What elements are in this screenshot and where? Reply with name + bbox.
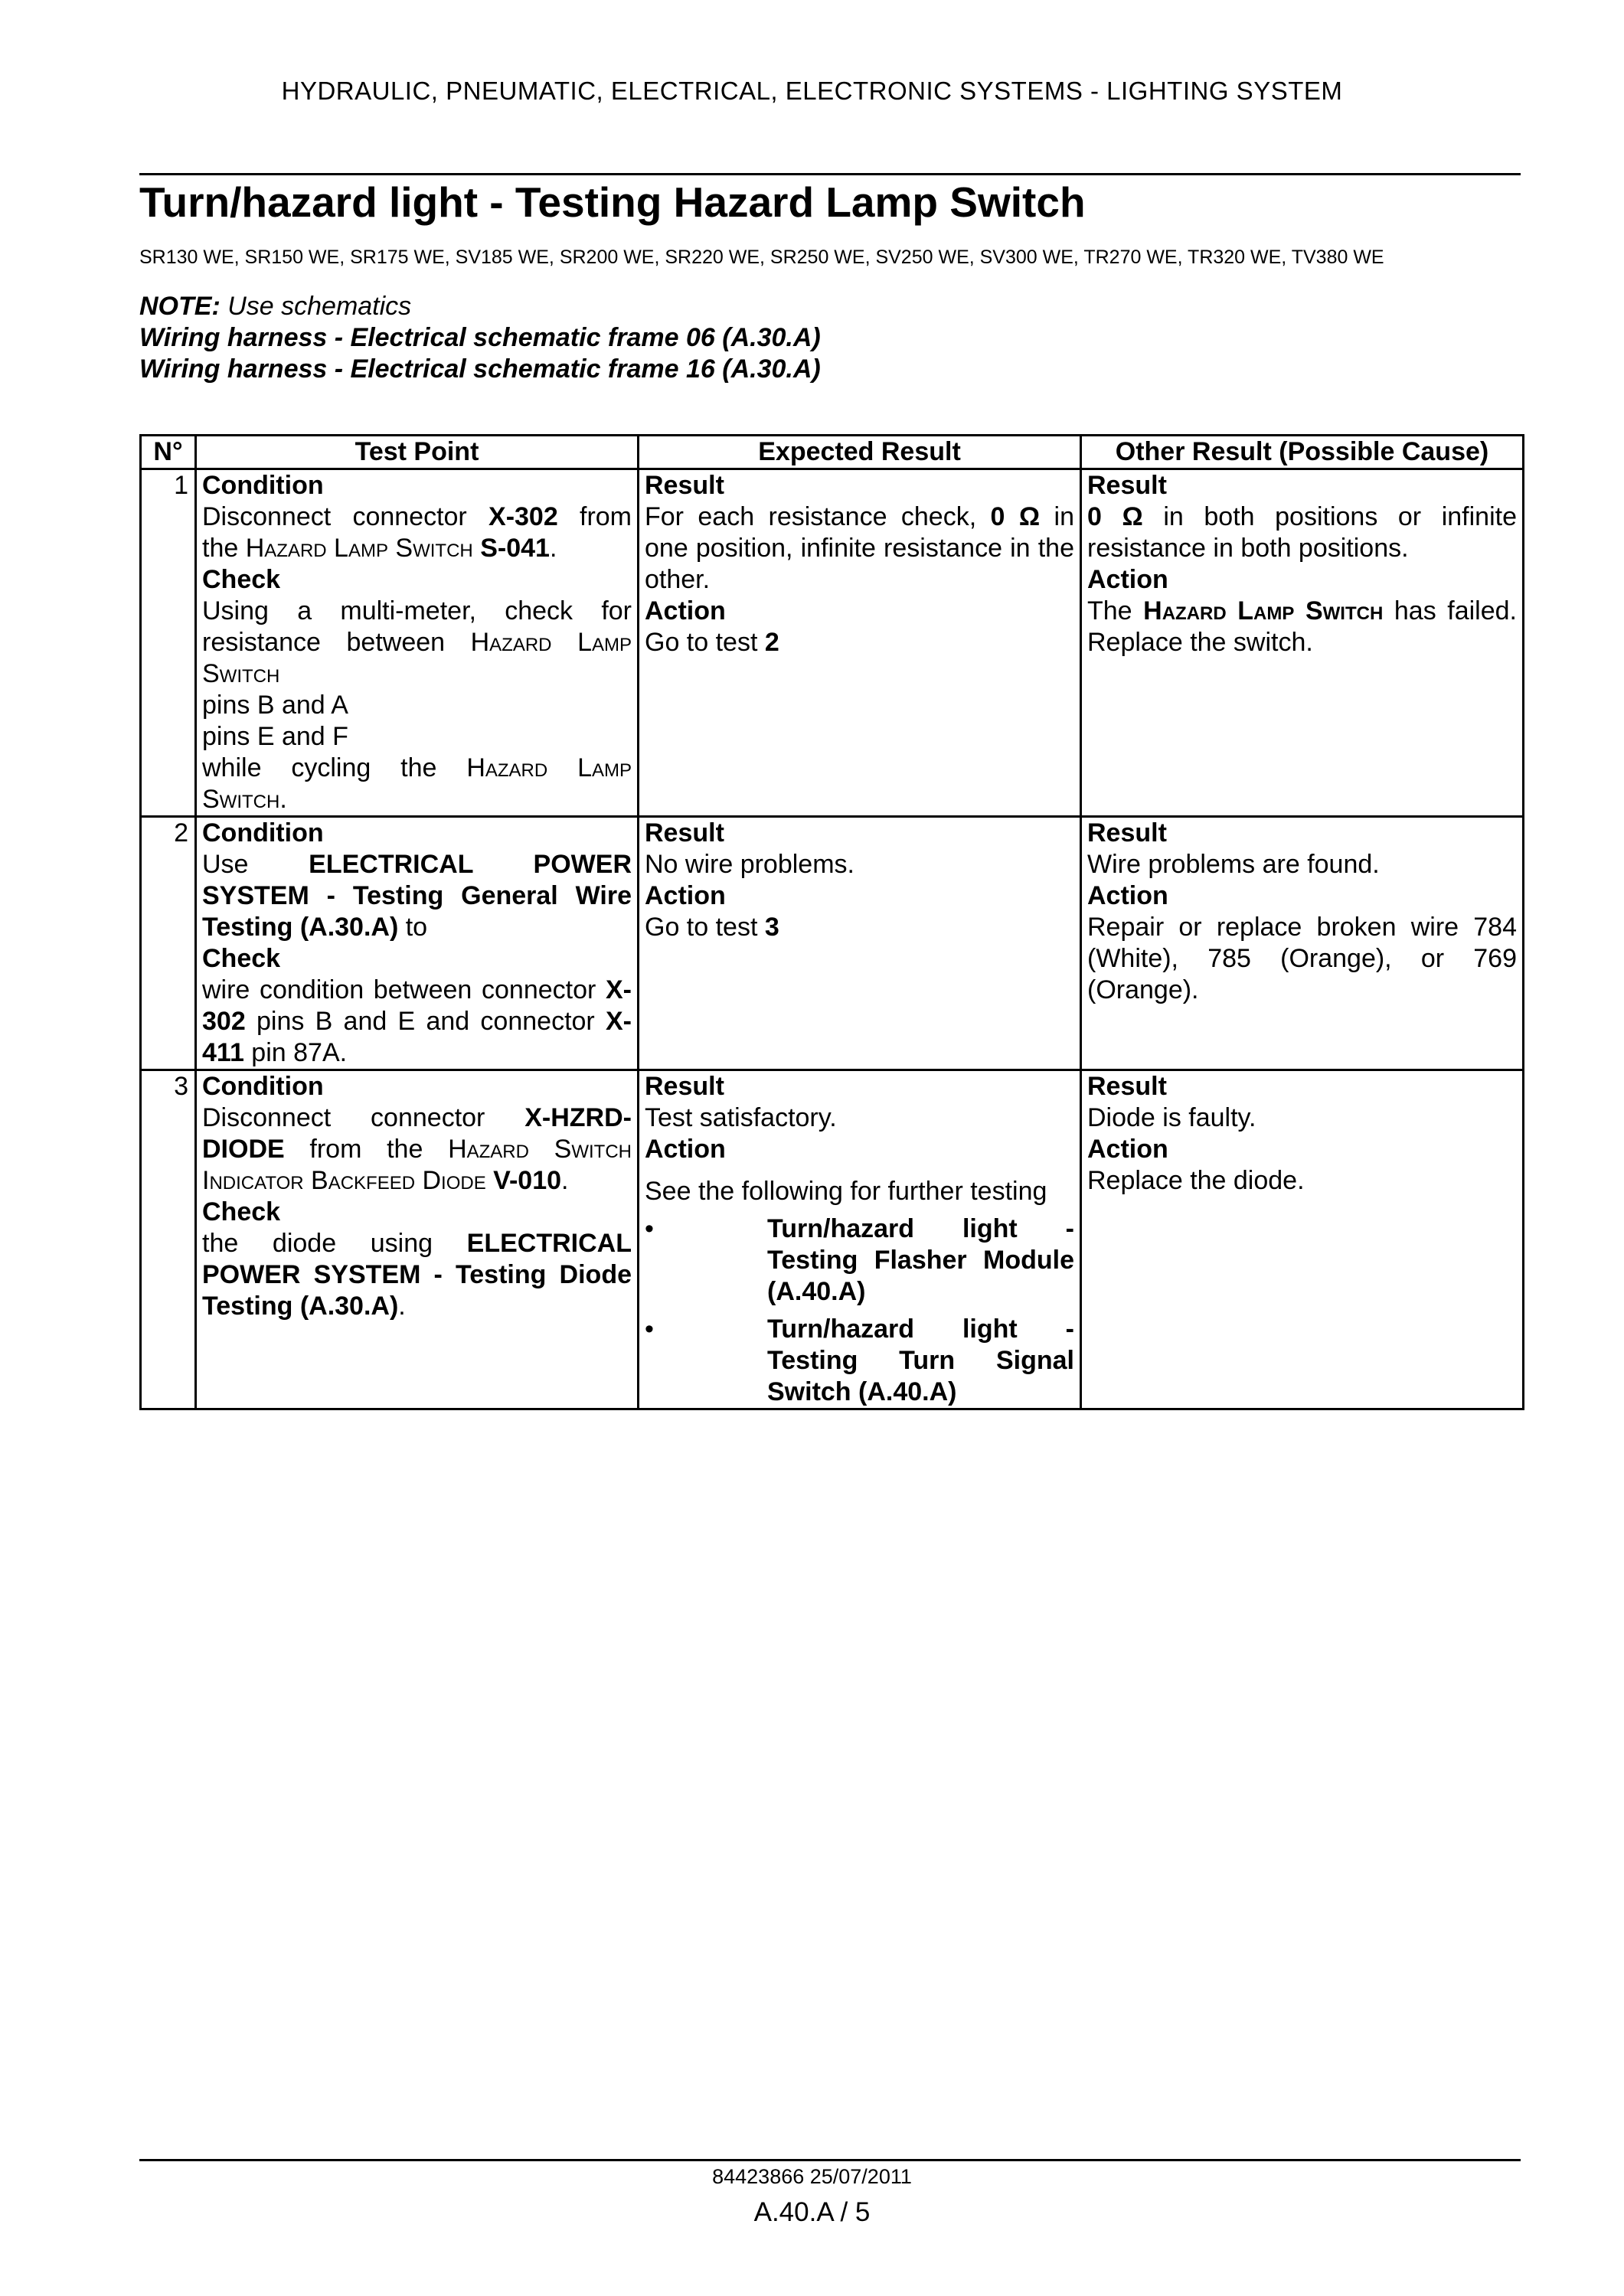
result-label: Result — [645, 1072, 724, 1101]
test-point-cell — [196, 469, 639, 817]
diode-testing-link[interactable]: ELECTRICAL POWER SYSTEM - Testing Diode Testing (A.30.A) — [202, 1229, 632, 1321]
table-header-row — [141, 436, 1524, 469]
col-header-expected-result: Expected Result — [639, 436, 1081, 469]
check-text: Using a multi-meter, check for resistance between Hazard Lamp Switch — [202, 596, 632, 688]
action-label: Action — [645, 596, 726, 625]
expected-result-cell — [639, 469, 1081, 817]
note-line — [139, 291, 821, 322]
result-text: Diode is faulty. — [1087, 1103, 1256, 1132]
condition-text: Disconnect connector X-302 from the Hazard Lamp Switch S-041. — [202, 502, 632, 563]
other-result-cell — [1081, 469, 1524, 817]
condition-label: Condition — [202, 471, 324, 500]
bullet-icon: • — [645, 1214, 654, 1243]
check-label: Check — [202, 944, 281, 973]
other-result-cell — [1081, 1070, 1524, 1409]
result-label: Result — [1087, 471, 1167, 500]
note-label: NOTE: — [139, 292, 221, 321]
condition-text: Disconnect connector X-HZRD-DIODE from the Hazard Switch Indicator Backfeed Diode V-010. — [202, 1103, 632, 1195]
document-code: 84423866 25/07/2011 — [712, 2165, 912, 2188]
cycle-text: while cycling the Hazard Lamp Switch. — [202, 753, 632, 814]
action-text: Go to test 3 — [645, 913, 779, 942]
check-label: Check — [202, 1197, 281, 1226]
test-number: 3 — [141, 1070, 196, 1409]
expected-result-cell — [639, 1070, 1081, 1409]
model-list: SR130 WE, SR150 WE, SR175 WE, SV185 WE, SR200 WE, SR220 WE, SR250 WE, SV250 WE, SV300 WE, TR270 WE, TR320 WE, TV380 WE — [139, 247, 1384, 268]
action-text: Go to test 2 — [645, 628, 779, 657]
action-text: See the following for further testing — [645, 1177, 1047, 1206]
pins-line: pins B and A — [202, 691, 348, 720]
condition-label: Condition — [202, 818, 324, 848]
general-wire-testing-link[interactable]: ELECTRICAL POWER SYSTEM - Testing General Wire Testing (A.30.A) — [202, 850, 632, 942]
page-number: A.40.A / 5 — [753, 2197, 871, 2227]
result-label: Result — [1087, 818, 1167, 848]
condition-text: Use ELECTRICAL POWER SYSTEM - Testing General Wire Testing (A.30.A) to — [202, 850, 632, 942]
result-text: No wire problems. — [645, 850, 854, 879]
header-rule — [139, 173, 1521, 175]
test-point-cell — [196, 1070, 639, 1409]
other-result-cell — [1081, 817, 1524, 1070]
action-label: Action — [1087, 881, 1168, 910]
turn-signal-switch-link[interactable]: Turn/hazard light - Testing Turn Signal Switch (A.40.A) — [767, 1315, 1074, 1406]
table-row — [141, 817, 1524, 1070]
test-number: 1 — [141, 469, 196, 817]
bullet-item — [645, 1314, 1074, 1408]
running-header: HYDRAULIC, PNEUMATIC, ELECTRICAL, ELECTRONIC SYSTEMS - LIGHTING SYSTEM — [281, 77, 1343, 105]
spacer — [645, 1165, 1074, 1176]
check-text: wire condition between connector X-302 pins B and E and connector X-411 pin 87A. — [202, 975, 632, 1067]
action-text: The Hazard Lamp Switch has failed. Replace the switch. — [1087, 596, 1517, 657]
result-text: Test satisfactory. — [645, 1103, 837, 1132]
action-label: Action — [645, 1135, 726, 1164]
table-row — [141, 1070, 1524, 1409]
note-block — [139, 291, 821, 385]
result-text: For each resistance check, 0 Ω in one position, infinite resistance in the other. — [645, 502, 1074, 594]
check-label: Check — [202, 565, 281, 594]
action-text: Repair or replace broken wire 784 (White), 785 (Orange), or 769 (Orange). — [1087, 913, 1517, 1004]
result-label: Result — [645, 471, 724, 500]
col-header-test-point: Test Point — [196, 436, 639, 469]
action-label: Action — [645, 881, 726, 910]
table-row — [141, 469, 1524, 817]
footer-rule — [139, 2159, 1521, 2161]
bullet-icon: • — [645, 1315, 654, 1344]
col-header-number: N° — [141, 436, 196, 469]
col-header-other-result: Other Result (Possible Cause) — [1081, 436, 1524, 469]
flasher-module-link[interactable]: Turn/hazard light - Testing Flasher Module (A.40.A) — [767, 1214, 1074, 1306]
page-title: Turn/hazard light - Testing Hazard Lamp Switch — [139, 178, 1086, 226]
test-number: 2 — [141, 817, 196, 1070]
result-label: Result — [1087, 1072, 1167, 1101]
expected-result-cell — [639, 817, 1081, 1070]
action-label: Action — [1087, 565, 1168, 594]
schematic-link-frame-16[interactable]: Wiring harness - Electrical schematic frame 16 (A.30.A) — [139, 354, 821, 384]
result-label: Result — [645, 818, 724, 848]
result-text: 0 Ω in both positions or infinite resistance in both positions. — [1087, 502, 1517, 563]
schematic-link-frame-06[interactable]: Wiring harness - Electrical schematic frame 06 (A.30.A) — [139, 323, 821, 352]
pins-line: pins E and F — [202, 722, 348, 751]
condition-label: Condition — [202, 1072, 324, 1101]
result-text: Wire problems are found. — [1087, 850, 1380, 879]
action-text: Replace the diode. — [1087, 1166, 1305, 1195]
action-label: Action — [1087, 1135, 1168, 1164]
test-table — [139, 434, 1524, 1410]
note-text: Use schematics — [220, 292, 412, 321]
test-point-cell — [196, 817, 639, 1070]
bullet-item — [645, 1213, 1074, 1308]
check-text: the diode using ELECTRICAL POWER SYSTEM - Testing Diode Testing (A.30.A). — [202, 1229, 632, 1321]
